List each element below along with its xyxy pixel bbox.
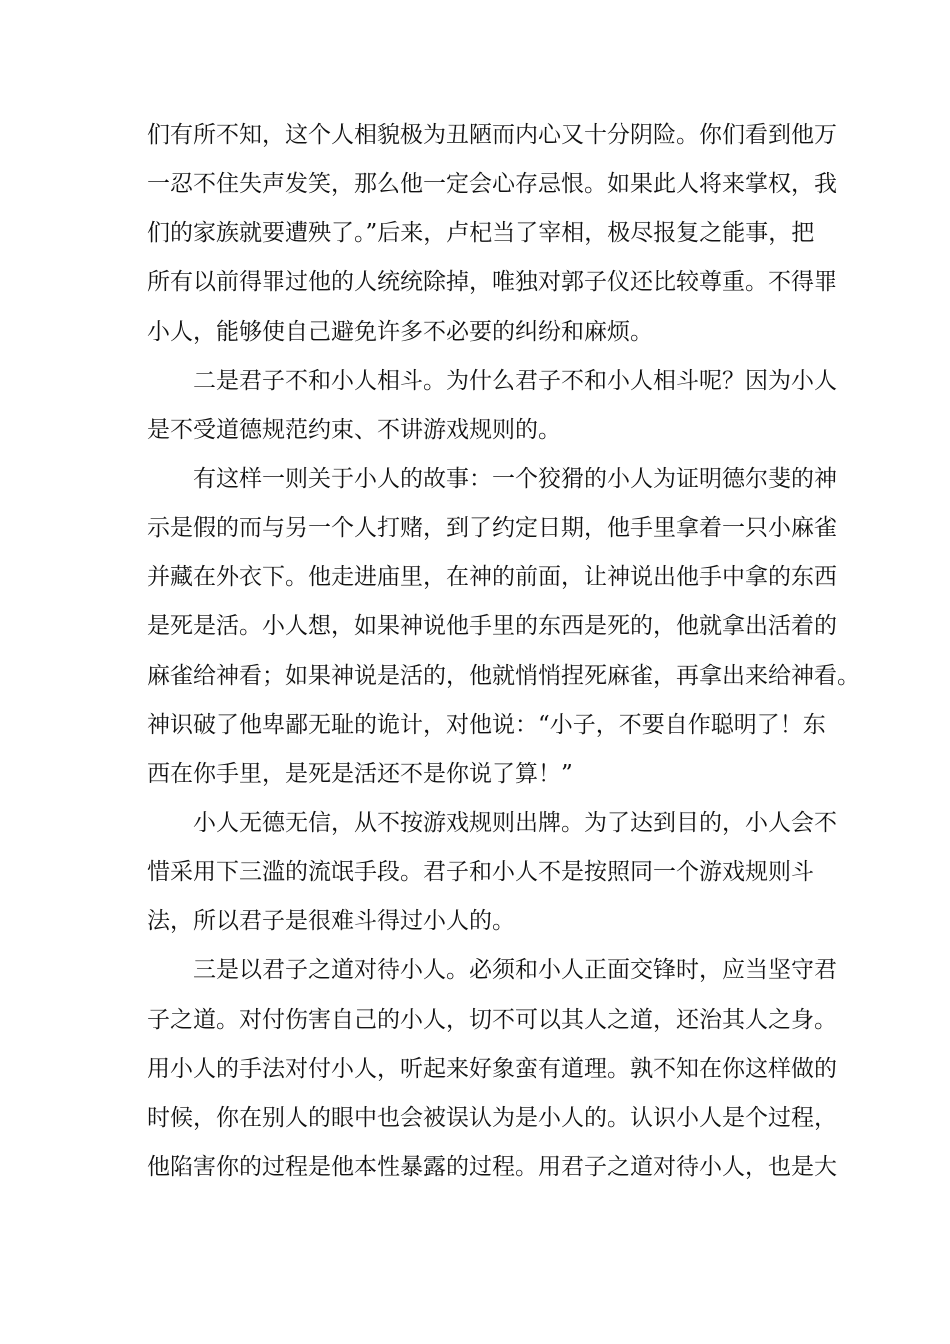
text-line: 神识破了他卑鄙无耻的诡计，对他说：“小子，不要自作聪明了！东 (147, 711, 826, 738)
body-text (147, 111, 860, 1192)
text-line: 西在你手里，是死是活还不是你说了算！” (147, 760, 573, 787)
text-line: 时候，你在别人的眼中也会被误认为是小人的。认识小人是个过程， (147, 1104, 837, 1131)
text-line: 子之道。对付伤害自己的小人，切不可以其人之道，还治其人之身。 (147, 1006, 837, 1033)
text-line: 麻雀给神看；如果神说是活的，他就悄悄捏死麻雀，再拿出来给神看。 (147, 662, 860, 689)
text-line: 小人，能够使自己避免许多不必要的纠纷和麻烦。 (147, 318, 653, 345)
text-line: 一忍不住失声发笑，那么他一定会心存忌恨。如果此人将来掌权，我 (147, 171, 837, 198)
text-line: 法，所以君子是很难斗得过小人的。 (147, 908, 515, 935)
text-line: 示是假的而与另一个人打赌，到了约定日期，他手里拿着一只小麻雀 (147, 515, 837, 542)
text-line: 他陷害你的过程是他本性暴露的过程。用君子之道对待小人，也是大 (147, 1153, 837, 1180)
text-line: 用小人的手法对付小人，听起来好象蛮有道理。孰不知在你这样做的 (147, 1055, 837, 1082)
text-line: 所有以前得罪过他的人统统除掉，唯独对郭子仪还比较尊重。不得罪 (147, 269, 837, 296)
text-line: 是不受道德规范约束、不讲游戏规则的。 (147, 416, 561, 443)
text-line: 有这样一则关于小人的故事：一个狡猾的小人为证明德尔斐的神 (193, 465, 837, 492)
text-line: 是死是活。小人想，如果神说他手里的东西是死的，他就拿出活着的 (147, 613, 837, 640)
text-line: 惜采用下三滥的流氓手段。君子和小人不是按照同一个游戏规则斗 (147, 859, 814, 886)
text-line: 二是君子不和小人相斗。为什么君子不和小人相斗呢？因为小人 (193, 367, 837, 394)
text-line: 三是以君子之道对待小人。必须和小人正面交锋时，应当坚守君 (193, 957, 837, 984)
text-line: 并藏在外衣下。他走进庙里，在神的前面，让神说出他手中拿的东西 (147, 564, 837, 591)
text-line: 们有所不知，这个人相貌极为丑陋而内心又十分阴险。你们看到他万 (147, 122, 837, 148)
text-line: 小人无德无信，从不按游戏规则出牌。为了达到目的，小人会不 (193, 809, 837, 836)
text-line: 们的家族就要遭殃了。”后来，卢杞当了宰相，极尽报复之能事，把 (147, 220, 815, 247)
